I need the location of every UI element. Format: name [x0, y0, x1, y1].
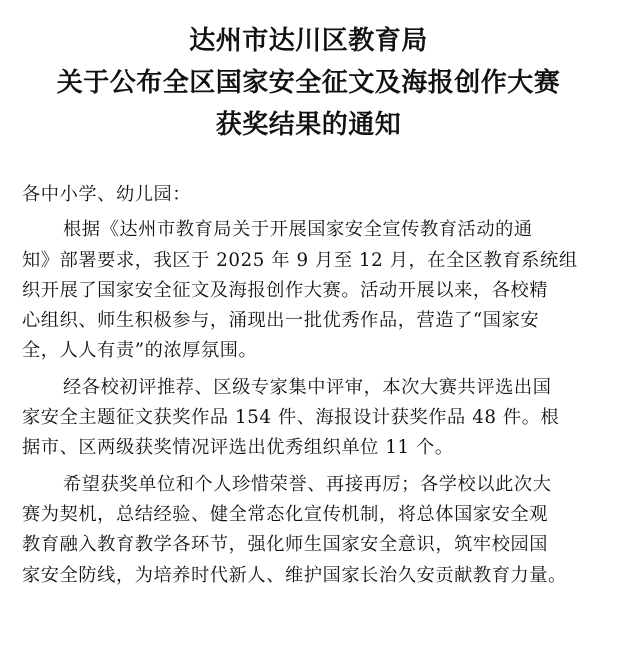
notice-title — [0, 20, 617, 146]
paragraph-line: 全，人人有责”的浓厚氛围。 — [22, 340, 258, 362]
paragraph-line: 心组织、师生积极参与，涌现出一批优秀作品，营造了“国家安 — [22, 310, 540, 332]
title-line-issuer: 达州市达川区教育局 — [189, 26, 428, 56]
paragraph-line: 希望获奖单位和个人珍惜荣誉、再接再厉；各学校以此次大 — [63, 473, 552, 495]
paragraph-line: 据市、区两级获奖情况评选出优秀组织单位 11 个。 — [22, 437, 454, 459]
paragraph-line: 知》部署要求，我区于 2025 年 9 月至 12 月，在全区教育系统组 — [22, 249, 578, 271]
title-line-suffix: 获奖结果的通知 — [215, 110, 402, 140]
paragraph-results — [22, 373, 600, 464]
paragraph-line: 赛为契机，总结经验、健全常态化宣传机制，将总体国家安全观 — [22, 503, 549, 525]
title-line-subject: 关于公布全区国家安全征文及海报创作大赛 — [56, 68, 561, 98]
salutation: 各中小学、幼儿园： — [22, 184, 192, 205]
paragraph-line: 教育融入教育教学各环节，强化师生国家安全意识，筑牢校园国 — [22, 534, 549, 556]
paragraph-line: 家安全主题征文获奖作品 154 件、海报设计获奖作品 48 件。根 — [22, 407, 560, 429]
paragraph-expectations — [22, 470, 600, 591]
paragraph-line: 织开展了国家安全征文及海报创作大赛。活动开展以来，各校精 — [22, 279, 549, 301]
paragraph-line: 家安全防线，为培养时代新人、维护国家长治久安贡献教育力量。 — [22, 564, 567, 586]
paragraph-line: 根据《达州市教育局关于开展国家安全宣传教育活动的通 — [63, 219, 533, 241]
paragraph-line: 经各校初评推荐、区级专家集中评审，本次大赛共评选出国 — [63, 376, 552, 398]
notice-body — [22, 180, 600, 597]
paragraph-background — [22, 215, 600, 366]
